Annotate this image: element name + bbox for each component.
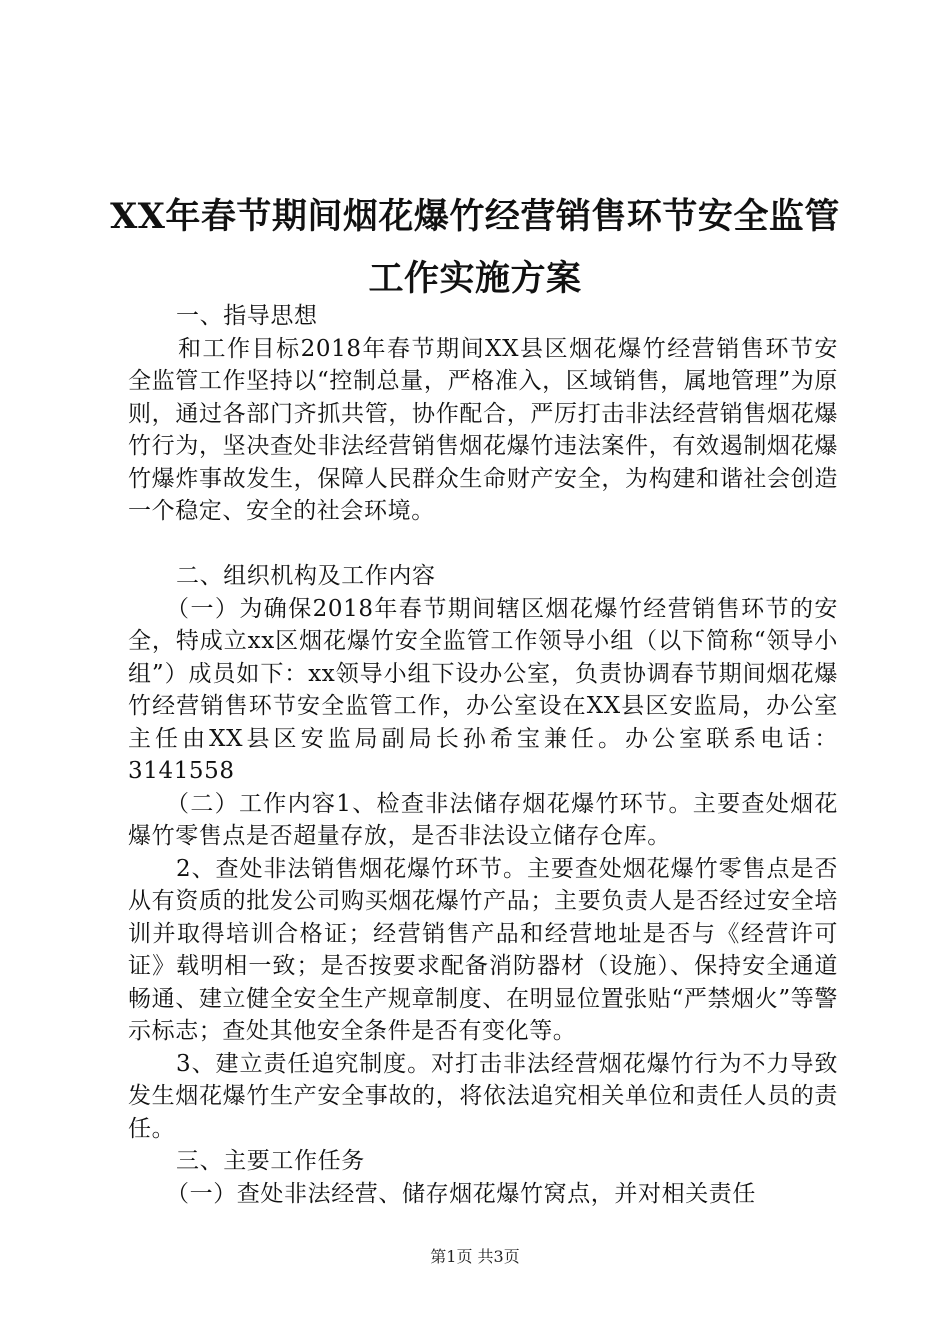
document-body <box>128 300 838 1210</box>
paragraph-spacer <box>128 528 838 561</box>
paragraph-goals: 和工作目标2018年春节期间XX县区烟花爆竹经营销售环节安全监管工作坚持以“控制总量，严格准入，区域销售，属地管理”为原则，通过各部门齐抓共管，协作配合，严厉打击非法经营销售烟花爆竹行为，坚决查处非法经营销售烟花爆竹违法案件，有效遏制烟花爆竹爆炸事故发生，保障人民群众生命财产安全，为构建和谐社会创造一个稳定、安全的社会环境。 <box>128 335 838 524</box>
paragraph-work-content-3: 3、建立责任追究制度。对打击非法经营烟花爆竹行为不力导致发生烟花爆竹生产安全事故的，将依法追究相关单位和责任人员的责任。 <box>128 1050 838 1142</box>
section-heading-main-tasks: 三、主要工作任务 <box>176 1148 365 1174</box>
section-heading-organization: 二、组织机构及工作内容 <box>176 563 436 589</box>
paragraph-leadership-group: （一）为确保2018年春节期间辖区烟花爆竹经营销售环节的安全，特成立xx区烟花爆竹安全监管工作领导小组（以下简称“领导小组”）成员如下：xx领导小组下设办公室，负责协调春节期间烟花爆竹经营销售环节安全监管工作，办公室设在XX县区安监局，办公室主任由XX县区安监局副局长孙希宝兼任。办公室联系电话：3141558 <box>128 595 838 784</box>
paragraph-task-1: （一）查处非法经营、储存烟花爆竹窝点，并对相关责任 <box>166 1180 756 1207</box>
page-number: 第1页 共3页 <box>430 1247 520 1266</box>
paragraph-work-content-1: （二）工作内容1、检查非法储存烟花爆竹环节。主要查处烟花爆竹零售点是否超量存放，是否非法设立储存仓库。 <box>128 790 838 849</box>
document-title: XX年春节期间烟花爆竹经营销售环节安全监管工作实施方案 <box>110 196 840 299</box>
section-heading-guiding-thought: 一、指导思想 <box>176 303 318 329</box>
paragraph-work-content-2: 2、查处非法销售烟花爆竹环节。主要查处烟花爆竹零售点是否从有资质的批发公司购买烟花爆竹产品；主要负责人是否经过安全培训并取得培训合格证；经营销售产品和经营地址是否与《经营许可证》载明相一致；是否按要求配备消防器材（设施）、保持安全通道畅通、建立健全安全生产规章制度、在明显位置张贴“严禁烟火”等警示标志；查处其他安全条件是否有变化等。 <box>128 855 838 1044</box>
